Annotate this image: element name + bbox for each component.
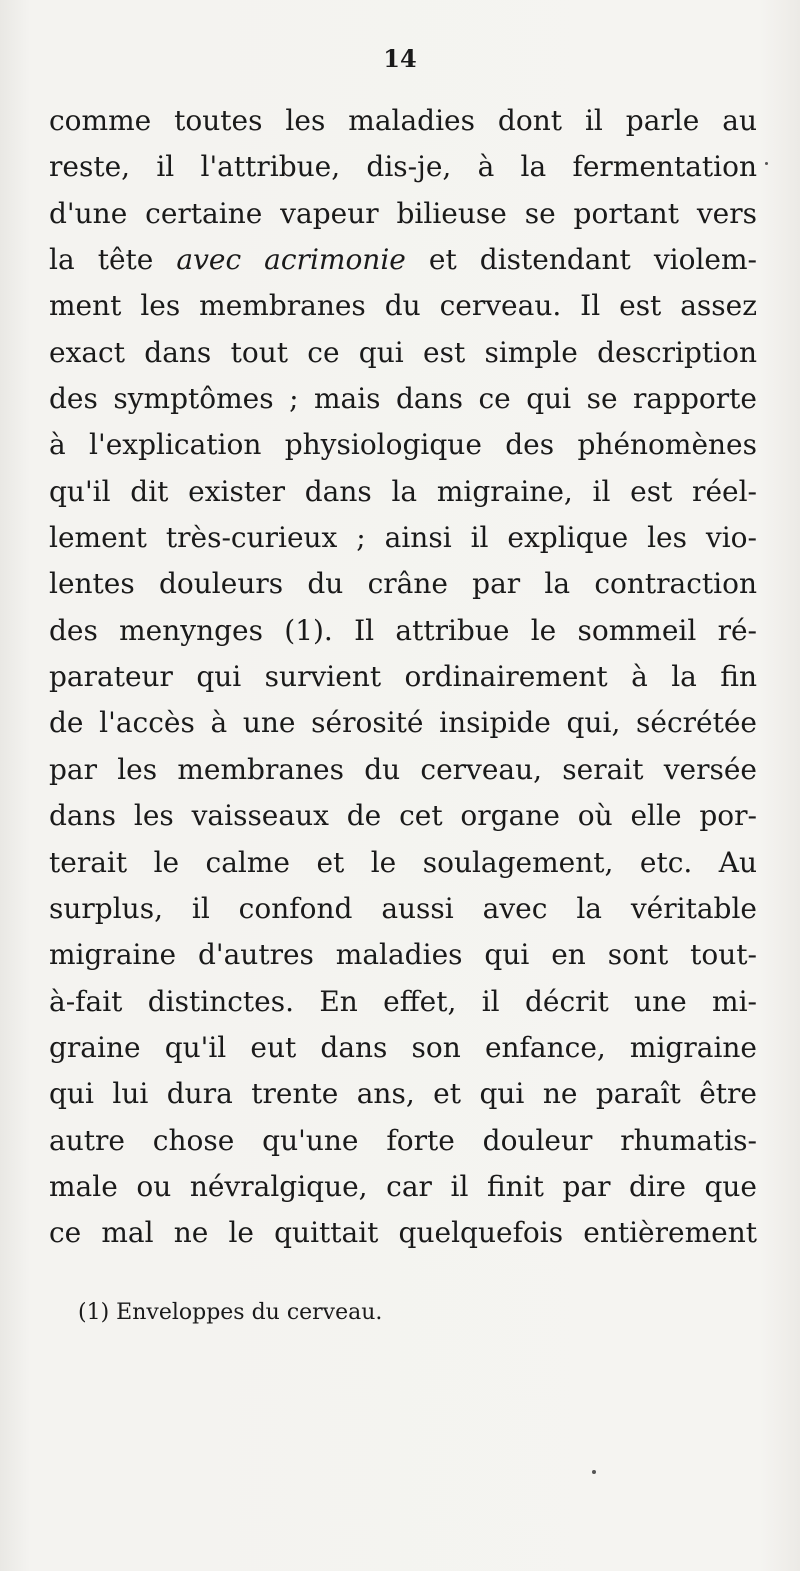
footnote: (1) Enveloppes du cerveau. bbox=[78, 1300, 383, 1325]
text-line: male ou névralgique, car il finit par dire que bbox=[49, 1169, 757, 1203]
text-line: graine qu'il eut dans son enfance, migraine bbox=[49, 1030, 757, 1064]
text-line: lement très-curieux ; ainsi il explique les vio- bbox=[49, 521, 757, 555]
text-line: surplus, il confond aussi avec la véritable bbox=[49, 891, 757, 925]
text-line: des symptômes ; mais dans ce qui se rapporte bbox=[49, 382, 757, 416]
text-line: terait le calme et le soulagement, etc. Au bbox=[49, 845, 757, 879]
italic-phrase: avec acrimonie bbox=[176, 243, 406, 277]
text-line: ment les membranes du cerveau. Il est assez bbox=[49, 289, 757, 323]
text-line: par les membranes du cerveau, serait versée bbox=[49, 752, 757, 786]
ink-speck bbox=[765, 162, 768, 165]
body-text bbox=[49, 98, 757, 1257]
text-line: des menynges (1). Il attribue le sommeil ré- bbox=[49, 613, 757, 647]
text-line: migraine d'autres maladies qui en sont tout- bbox=[49, 938, 757, 972]
text-line: à-fait distinctes. En effet, il décrit une mi- bbox=[49, 984, 757, 1018]
text-line: ce mal ne le quittait quelquefois entièrement bbox=[49, 1216, 757, 1250]
ink-speck bbox=[592, 1470, 596, 1474]
text-line: dans les vaisseaux de cet organe où elle por- bbox=[49, 799, 757, 833]
page-number: 14 bbox=[383, 44, 417, 73]
text-segment: la tête bbox=[49, 243, 177, 277]
text-line: qu'il dit exister dans la migraine, il est réel- bbox=[49, 474, 757, 508]
text-line: qui lui dura trente ans, et qui ne paraît être bbox=[49, 1077, 757, 1111]
text-line: reste, il l'attribue, dis-je, à la fermentation bbox=[49, 150, 757, 184]
text-line bbox=[49, 237, 757, 283]
text-line: parateur qui survient ordinairement à la fin bbox=[49, 660, 757, 694]
text-line: autre chose qu'une forte douleur rhumatis- bbox=[49, 1123, 757, 1157]
text-line: de l'accès à une sérosité insipide qui, sécrétée bbox=[49, 706, 757, 740]
text-line: comme toutes les maladies dont il parle au bbox=[49, 104, 757, 137]
text-line: d'une certaine vapeur bilieuse se portant vers bbox=[49, 196, 757, 230]
text-line: exact dans tout ce qui est simple description bbox=[49, 335, 757, 369]
text-segment: et distendant violem- bbox=[405, 243, 757, 277]
text-line: lentes douleurs du crâne par la contraction bbox=[49, 567, 757, 601]
text-line: à l'explication physiologique des phénomènes bbox=[49, 428, 757, 462]
